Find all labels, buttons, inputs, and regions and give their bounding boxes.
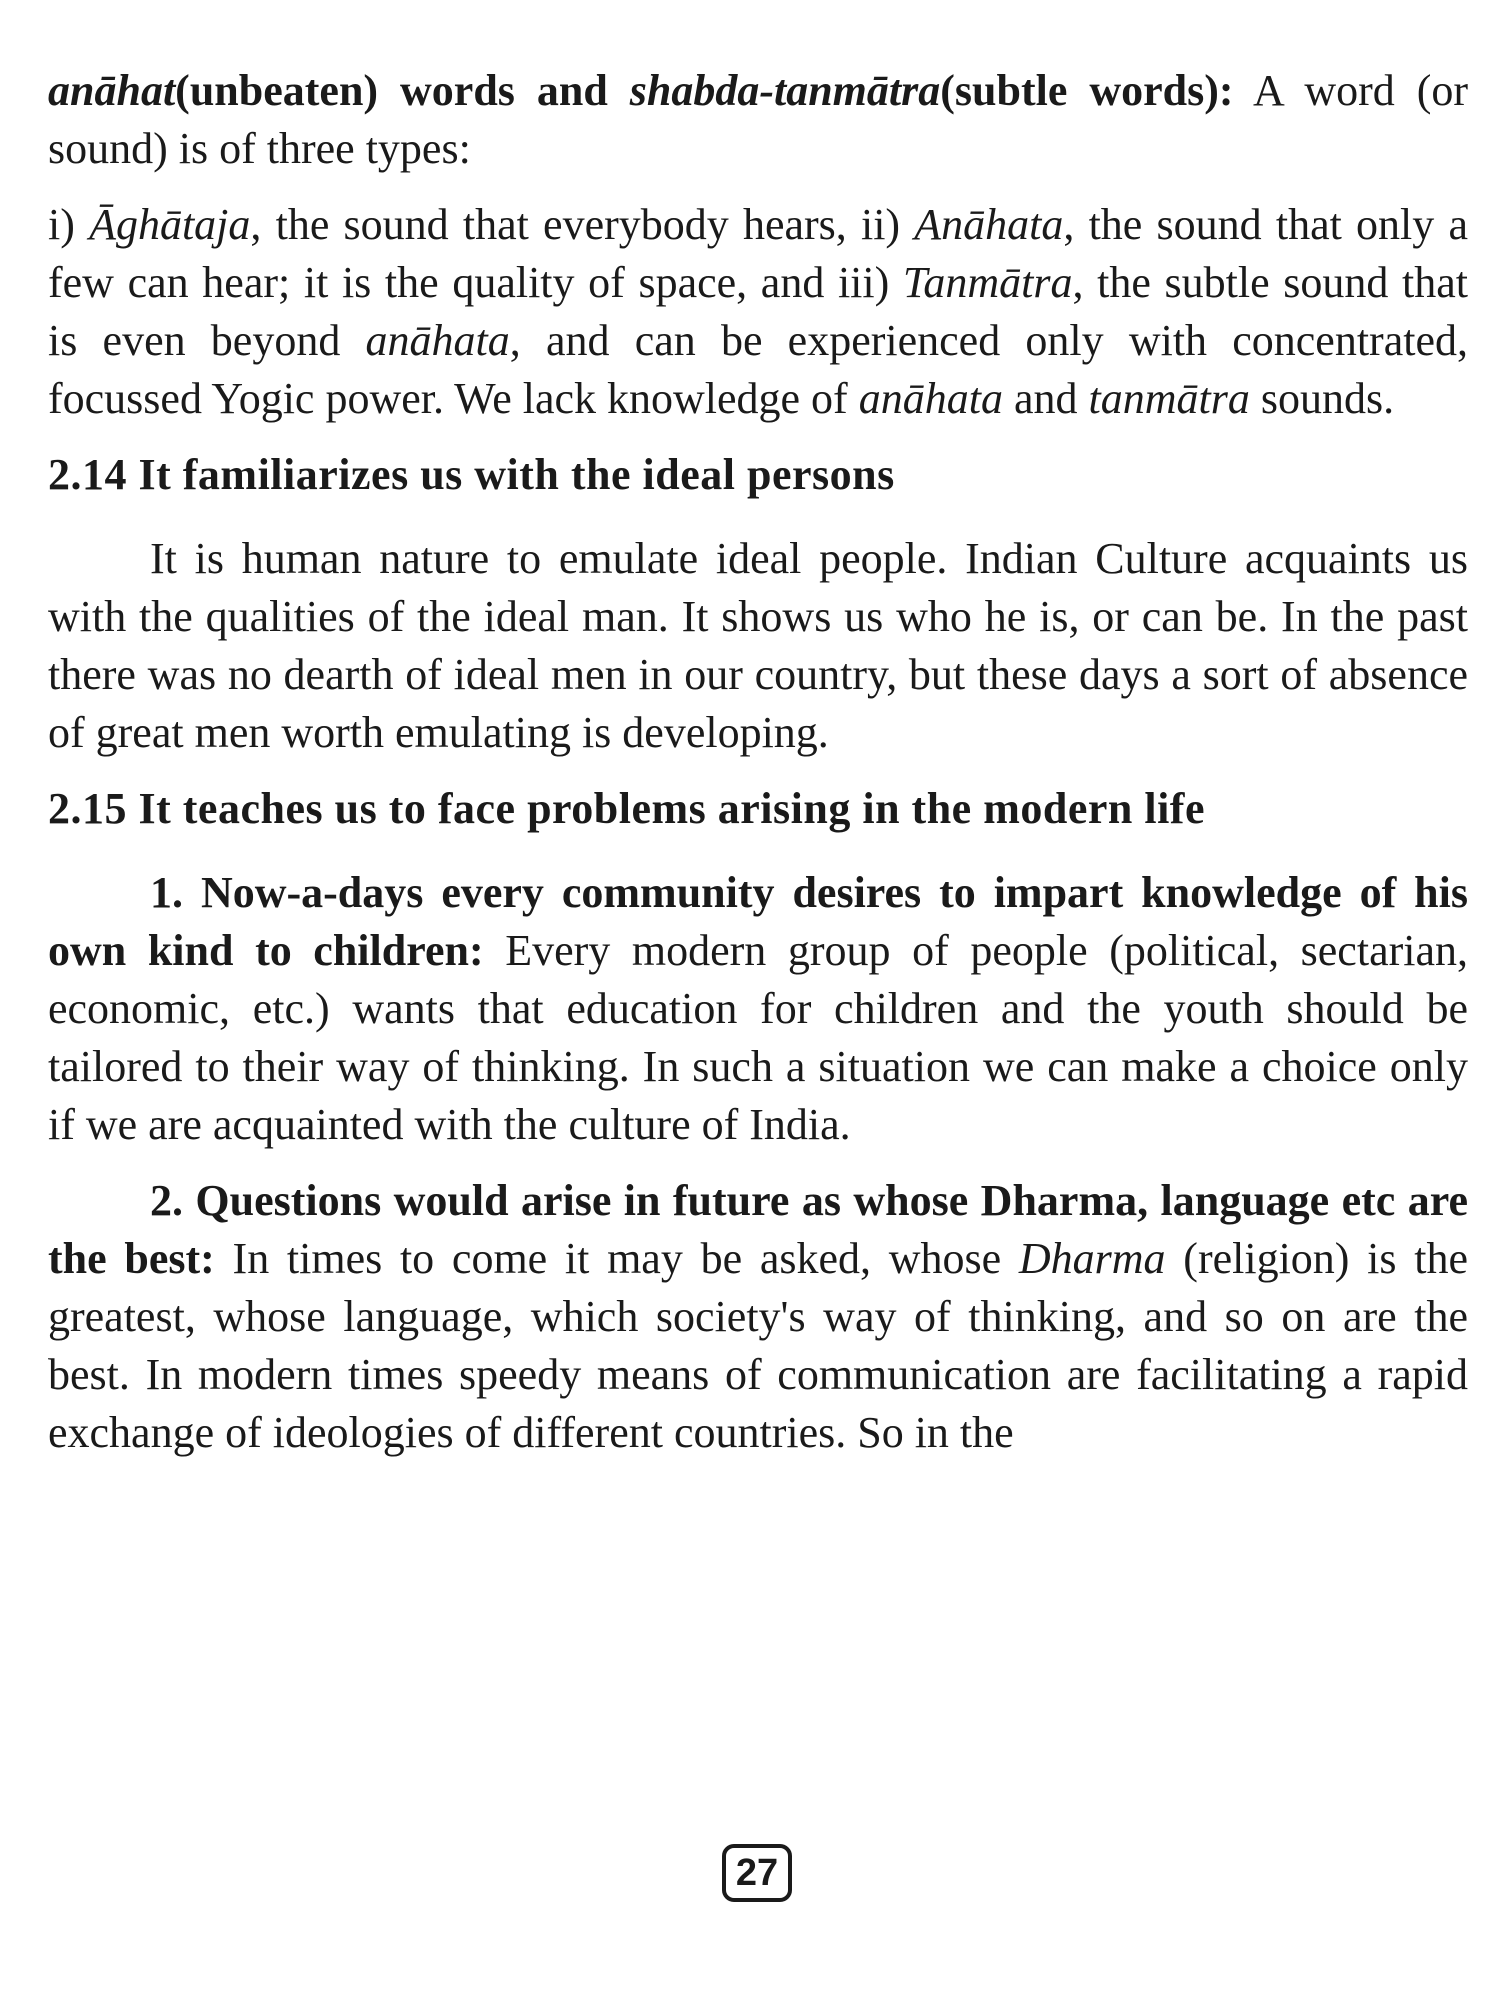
section-heading-2-15: 2.15 It teaches us to face problems arising in the modern life: [48, 784, 1205, 833]
point-2-text-2: (religion) is the greatest, whose language, which society's way of thinking, and so on are the best. In modern times speedy means of communication are facilitating a rapid exchange of ideologies of different countries. So in the: [48, 1234, 1468, 1457]
term-anahata-2: anāhata: [365, 316, 510, 365]
intro-paragraph: [48, 62, 1468, 178]
section-heading-2-14: 2.14 It familiarizes us with the ideal persons: [48, 450, 895, 499]
section-2-14-body: It is human nature to emulate ideal people. Indian Culture acquaints us with the qualities of the ideal man. It shows us who he is, or can be. In the past there was no dearth of ideal men in our country, but these days a sort of absence of great men worth emulating is developing.: [48, 534, 1468, 757]
intro-text: A word (or sound) is of three types:: [48, 66, 1469, 173]
types-text-2: , the sound that everybody hears, ii): [250, 200, 915, 249]
term-anahata: Anāhata: [914, 200, 1064, 249]
point-1-paragraph: [48, 864, 1468, 1154]
point-1-text: Every modern group of people (political, sectarian, economic, etc.) wants that education for children and the youth should be tailored to their way of thinking. In such a situation we can make a choice only if we are acquainted with the culture of India.: [48, 926, 1468, 1149]
term-shabda-tanmatra: shabda-tanmātra: [629, 66, 941, 115]
point-2-paragraph: [48, 1172, 1468, 1462]
term-tanmatra: Tanmātra: [902, 258, 1073, 307]
page-number: 27: [722, 1844, 792, 1902]
types-text-5: , and can be experienced only with concentrated, focussed Yogic power. We lack knowledge of: [48, 316, 1468, 423]
term-anahat: anāhat: [48, 66, 176, 115]
term-tanmatra-2: tanmātra: [1088, 374, 1250, 423]
types-text-6: and: [1002, 374, 1089, 423]
types-text-4: , the subtle sound that is even beyond: [48, 258, 1468, 365]
term-aghataja: Āghātaja: [89, 200, 251, 249]
intro-bold-text-2: (subtle words):: [940, 66, 1234, 115]
term-dharma: Dharma: [1018, 1234, 1166, 1283]
point-2-text-1: In times to come it may be asked, whose: [214, 1234, 1019, 1283]
point-1-title: 1. Now-a-days every community desires to impart knowledge of his own kind to children:: [48, 868, 1468, 975]
page-body: [48, 62, 1468, 1462]
intro-bold-text: (unbeaten) words and: [175, 66, 630, 115]
types-text-7: sounds.: [1249, 374, 1395, 423]
term-anahata-3: anāhata: [858, 374, 1003, 423]
types-text-1: i): [48, 200, 90, 249]
point-2-title: 2. Questions would arise in future as whose Dharma, language etc are the best:: [48, 1176, 1468, 1283]
sound-types-paragraph: [48, 196, 1468, 428]
types-text-3: , the sound that only a few can hear; it is the quality of space, and iii): [48, 200, 1468, 307]
